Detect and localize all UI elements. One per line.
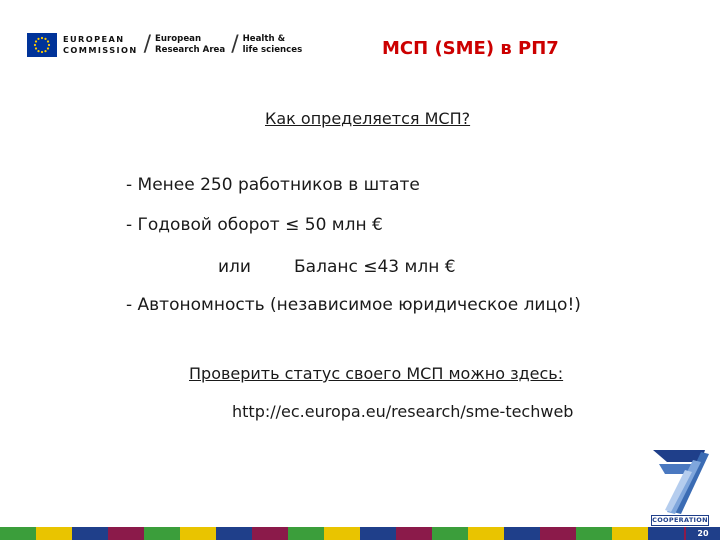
era-label: European Research Area [155, 34, 226, 55]
bullet-turnover: - Годовой оборот ≤ 50 млн € [126, 215, 383, 235]
strip-segment [108, 527, 144, 540]
strip-segment [216, 527, 252, 540]
strip-segment [576, 527, 612, 540]
strip-segment [324, 527, 360, 540]
strip-segment [36, 527, 72, 540]
slash-divider: / [143, 32, 152, 57]
strip-segment [540, 527, 576, 540]
cooperation-label: COOPERATION [652, 516, 708, 524]
bullet-or: или [218, 257, 251, 277]
fp7-seven-logo [645, 446, 711, 526]
strip-segment [72, 527, 108, 540]
check-status-link[interactable]: Проверить статус своего МСП можно здесь: [189, 364, 564, 383]
strip-segment [468, 527, 504, 540]
european-commission-logo [27, 28, 309, 62]
eu-flag-icon [27, 33, 57, 57]
strip-segment [180, 527, 216, 540]
footer-color-strip [0, 527, 720, 540]
sme-techweb-url[interactable]: http://ec.europa.eu/research/sme-techweb [232, 402, 574, 421]
strip-segment [648, 527, 684, 540]
strip-segment [252, 527, 288, 540]
strip-segment [612, 527, 648, 540]
strip-segment [0, 527, 36, 540]
question-heading: Как определяется МСП? [265, 109, 471, 128]
bullet-autonomy: - Автономность (независимое юридическое лицо!) [126, 295, 581, 315]
page-number: 20 [686, 527, 720, 540]
strip-segment [288, 527, 324, 540]
bullet-employees: - Менее 250 работников в штате [126, 175, 420, 195]
strip-segment [504, 527, 540, 540]
bullet-balance: Баланс ≤43 млн € [294, 257, 456, 277]
strip-segment [432, 527, 468, 540]
strip-segment [396, 527, 432, 540]
strip-segment [360, 527, 396, 540]
slide-title: МСП (SME) в РП7 [382, 38, 559, 59]
slash-divider: / [231, 32, 239, 57]
health-label: Health & life sciences [242, 34, 303, 55]
ec-wordmark: EUROPEAN COMMISSION [63, 34, 138, 55]
strip-segment [144, 527, 180, 540]
